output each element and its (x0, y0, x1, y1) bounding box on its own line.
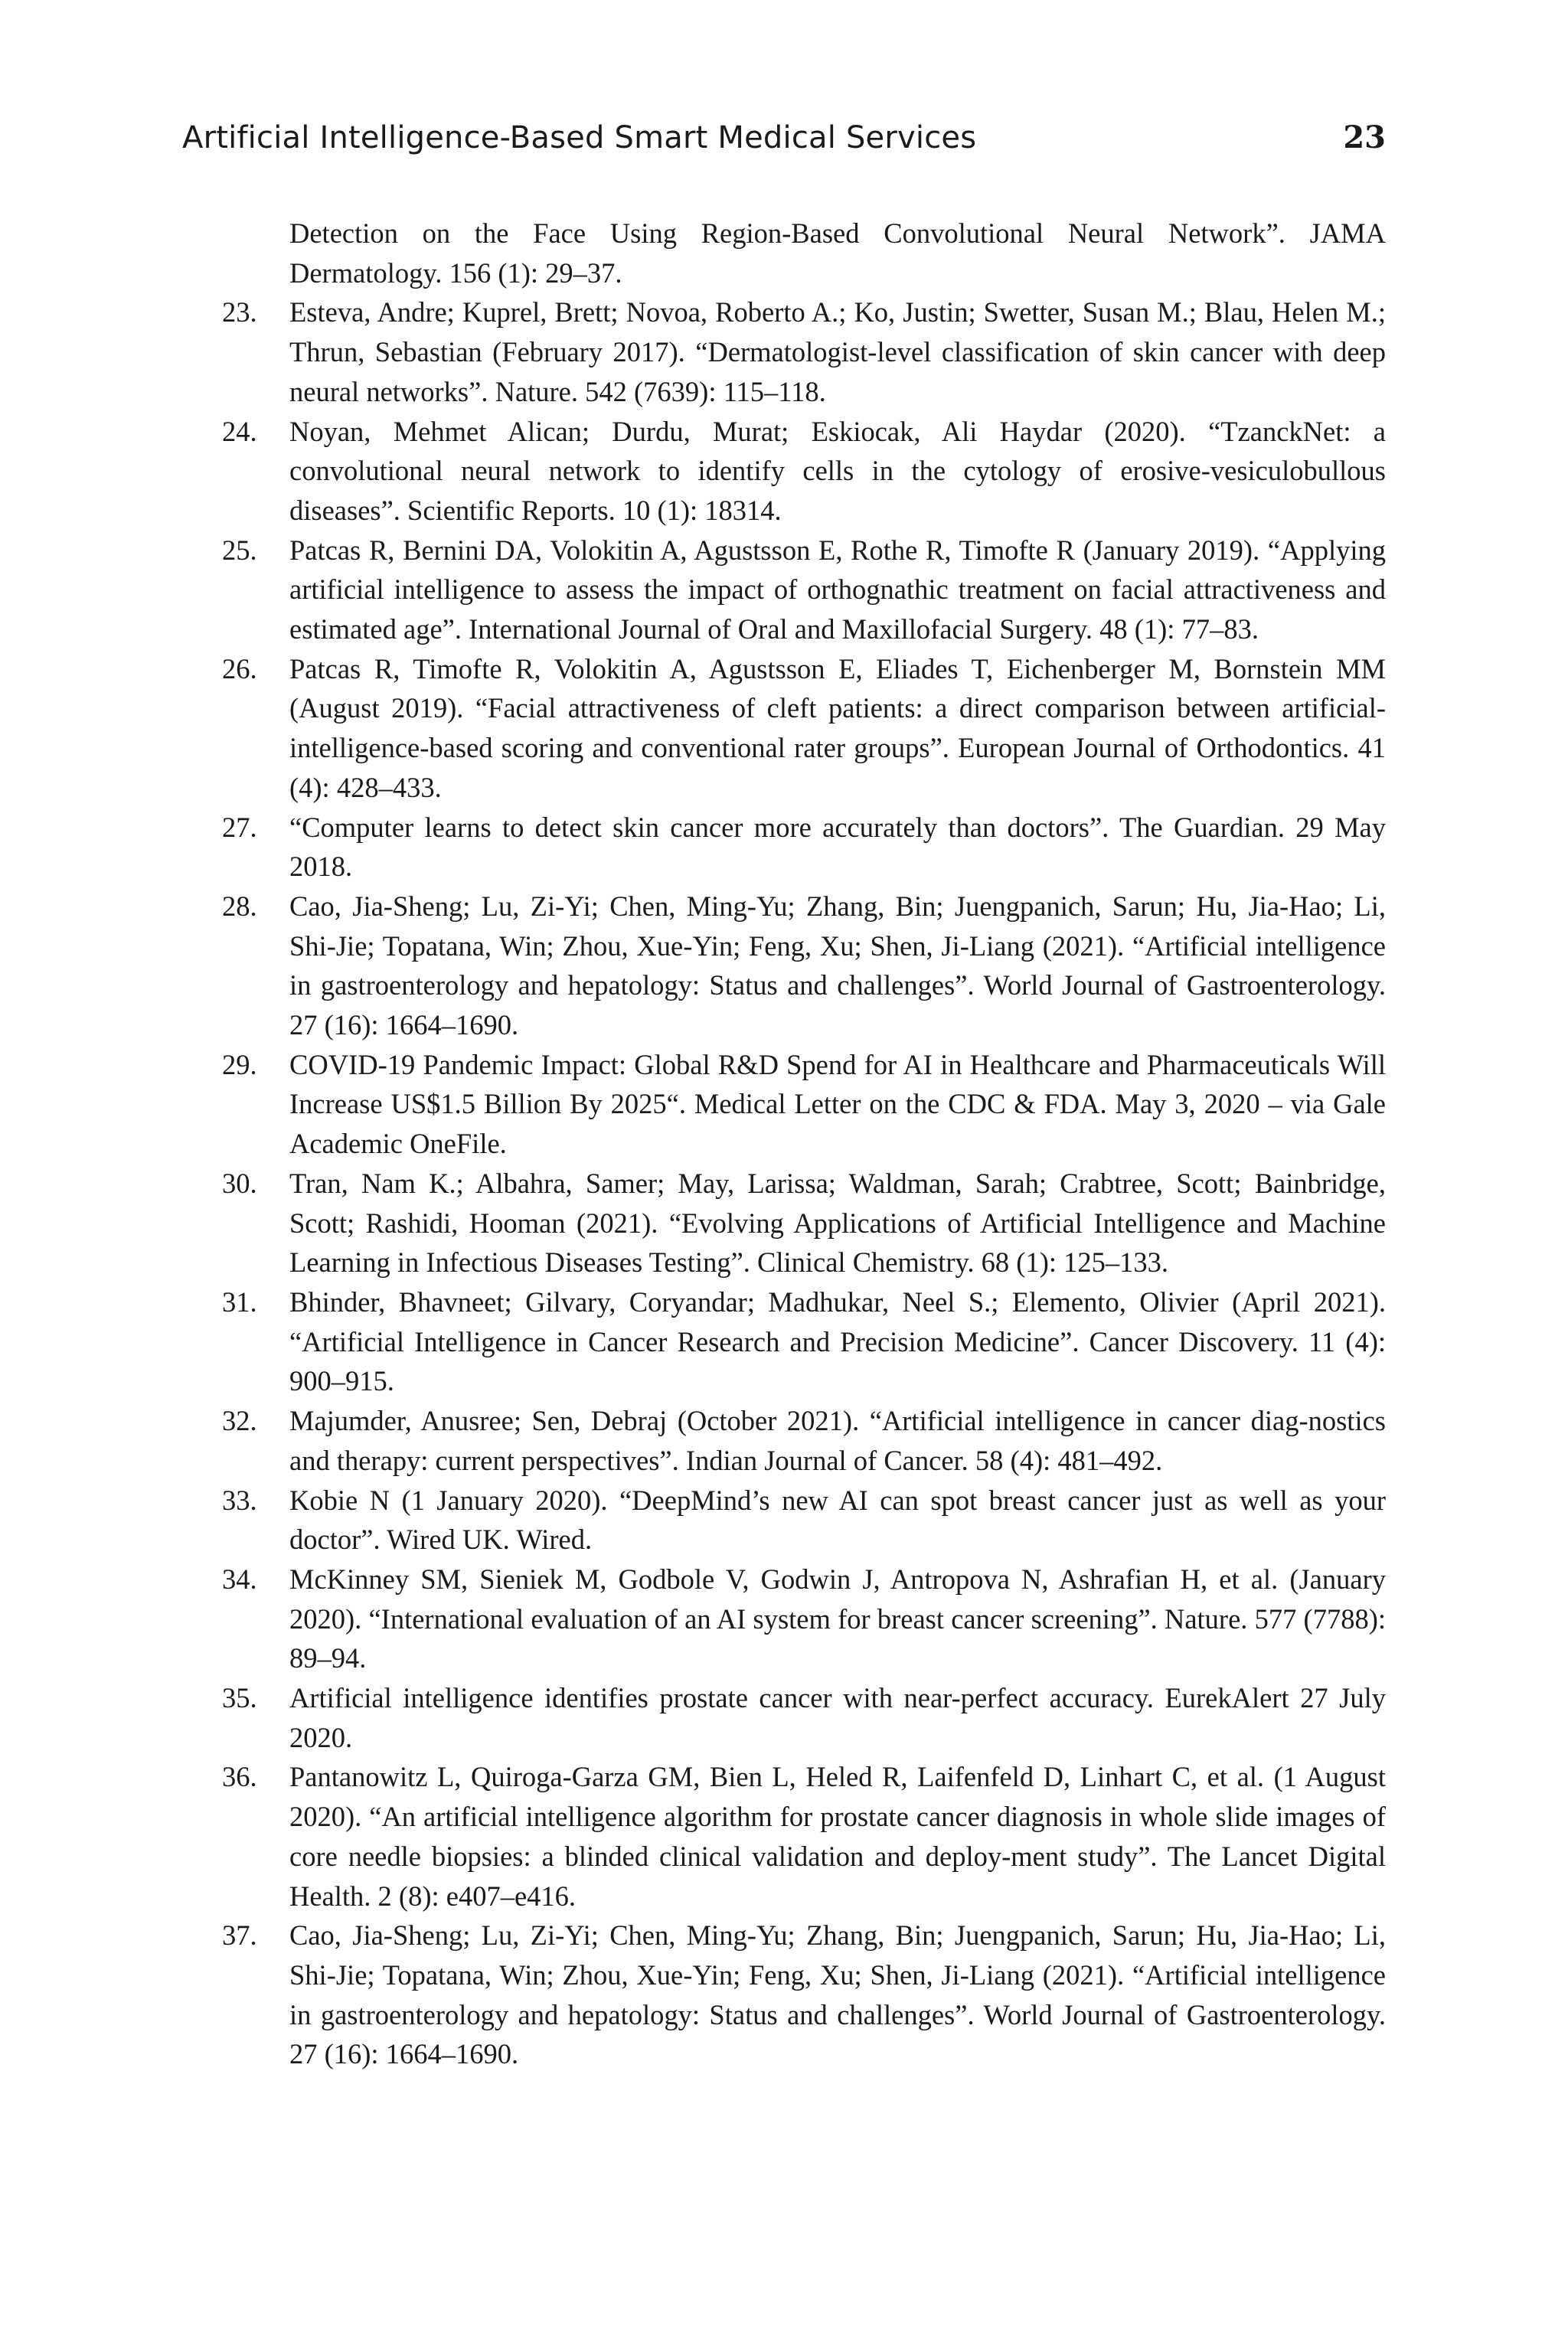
reference-item (222, 214, 1386, 292)
reference-item (222, 1164, 1386, 1282)
reference-text: Esteva, Andre; Kuprel, Brett; Novoa, Roberto A.; Ko, Justin; Swetter, Susan M.; Blau, Helen M.; Thrun, Sebastian (February 2017). “Dermatologist-level classification of skin cancer with deep neural networks”. Nature. 542 (7639): 115–118. (289, 296, 1386, 407)
reference-item (222, 1045, 1386, 1164)
reference-text: Patcas R, Bernini DA, Volokitin A, Agustsson E, Rothe R, Timofte R (January 2019). “Applying artificial intelligence to assess the impact of orthognathic treatment on facial attractiveness and estimated age”. International Journal of Oral and Maxillofacial Surgery. 48 (1): 77–83. (289, 534, 1386, 645)
reference-text: McKinney SM, Sieniek M, Godbole V, Godwin J, Antropova N, Ashrafian H, et al. (January 2020). “International evaluation of an AI system for breast cancer screening”. Nature. 577 (7788): 89–94. (289, 1563, 1386, 1674)
reference-number: 24. (222, 415, 257, 447)
reference-item (222, 808, 1386, 887)
reference-item (222, 412, 1386, 531)
reference-number: 26. (222, 652, 257, 684)
reference-text: Cao, Jia-Sheng; Lu, Zi-Yi; Chen, Ming-Yu; Zhang, Bin; Juengpanich, Sarun; Hu, Jia-Hao; Li, Shi-Jie; Topatana, Win; Zhou, Xue-Yin; Feng, Xu; Shen, Ji-Liang (2021). “Artificial intelligence in gastroenterology and hepatology: Status and challenges”. World Journal of Gastroenterology. 27 (16): 1664–1690. (289, 890, 1386, 1041)
reference-text: Pantanowitz L, Quiroga-Garza GM, Bien L, Heled R, Laifenfeld D, Linhart C, et al. (1 August 2020). “An artificial intelligence algorithm for prostate cancer diagnosis in whole slide images of core needle biopsies: a blinded clinical validation and deploy-ment study”. The Lancet Digital Health. 2 (8): e407–e416. (289, 1761, 1386, 1912)
reference-item (222, 1678, 1386, 1757)
reference-item (222, 887, 1386, 1045)
reference-item (222, 531, 1386, 649)
reference-item (222, 1481, 1386, 1560)
reference-list (222, 214, 1386, 2074)
reference-number: 29. (222, 1048, 257, 1080)
running-header-title: Artificial Intelligence-Based Smart Medical Services (182, 120, 977, 155)
reference-text: Patcas R, Timofte R, Volokitin A, Agustsson E, Eliades T, Eichenberger M, Bornstein MM (August 2019). “Facial attractiveness of cleft patients: a direct comparison between artificial-intelligence-based scoring and conventional rater groups”. European Journal of Orthodontics. 41 (4): 428–433. (289, 652, 1386, 803)
reference-text: Noyan, Mehmet Alican; Durdu, Murat; Eskiocak, Ali Haydar (2020). “TzanckNet: a convolutional neural network to identify cells in the cytology of erosive-vesiculobullous diseases”. Scientific Reports. 10 (1): 18314. (289, 415, 1386, 526)
reference-number: 36. (222, 1761, 257, 1793)
reference-item (222, 1282, 1386, 1401)
reference-number: 27. (222, 811, 257, 843)
page-number: 23 (1343, 119, 1386, 155)
reference-number: 28. (222, 890, 257, 922)
reference-text: Detection on the Face Using Region-Based Convolutional Neural Network”. JAMA Dermatology. 156 (1): 29–37. (289, 217, 1386, 289)
reference-item (222, 1560, 1386, 1678)
reference-number: 32. (222, 1405, 257, 1437)
reference-number: 23. (222, 296, 257, 328)
reference-text: Majumder, Anusree; Sen, Debraj (October 2021). “Artificial intelligence in cancer diag-nostics and therapy: current perspectives”. Indian Journal of Cancer. 58 (4): 481–492. (289, 1405, 1386, 1476)
reference-number: 33. (222, 1484, 257, 1516)
reference-text: Bhinder, Bhavneet; Gilvary, Coryandar; Madhukar, Neel S.; Elemento, Olivier (April 2021). “Artificial Intelligence in Cancer Research and Precision Medicine”. Cancer Discovery. 11 (4): 900–915. (289, 1285, 1386, 1397)
reference-number: 31. (222, 1285, 257, 1318)
reference-item (222, 1757, 1386, 1916)
reference-number: 35. (222, 1682, 257, 1714)
reference-item (222, 292, 1386, 411)
reference-item (222, 1401, 1386, 1480)
reference-text: “Computer learns to detect skin cancer more accurately than doctors”. The Guardian. 29 May 2018. (289, 811, 1386, 883)
reference-number: 30. (222, 1167, 257, 1199)
reference-item (222, 649, 1386, 808)
reference-number: 25. (222, 534, 257, 566)
reference-text: Artificial intelligence identifies prostate cancer with near-perfect accuracy. EurekAlert 27 July 2020. (289, 1682, 1386, 1753)
reference-text: Tran, Nam K.; Albahra, Samer; May, Larissa; Waldman, Sarah; Crabtree, Scott; Bainbridge, Scott; Rashidi, Hooman (2021). “Evolving Applications of Artificial Intelligence and Machine Learning in Infectious Diseases Testing”. Clinical Chemistry. 68 (1): 125–133. (289, 1167, 1386, 1279)
running-header (182, 119, 1386, 165)
reference-text: Kobie N (1 January 2020). “DeepMind’s new AI can spot breast cancer just as well as your doctor”. Wired UK. Wired. (289, 1484, 1386, 1556)
reference-number: 37. (222, 1919, 257, 1952)
reference-text: COVID-19 Pandemic Impact: Global R&D Spend for AI in Healthcare and Pharmaceuticals Will Increase US$1.5 Billion By 2025“. Medical Letter on the CDC & FDA. May 3, 2020 – via Gale Academic OneFile. (289, 1048, 1386, 1160)
reference-number: 34. (222, 1563, 257, 1595)
reference-text: Cao, Jia-Sheng; Lu, Zi-Yi; Chen, Ming-Yu; Zhang, Bin; Juengpanich, Sarun; Hu, Jia-Hao; Li, Shi-Jie; Topatana, Win; Zhou, Xue-Yin; Feng, Xu; Shen, Ji-Liang (2021). “Artificial intelligence in gastroenterology and hepatology: Status and challenges”. World Journal of Gastroenterology. 27 (16): 1664–1690. (289, 1919, 1386, 2070)
reference-item (222, 1916, 1386, 2074)
